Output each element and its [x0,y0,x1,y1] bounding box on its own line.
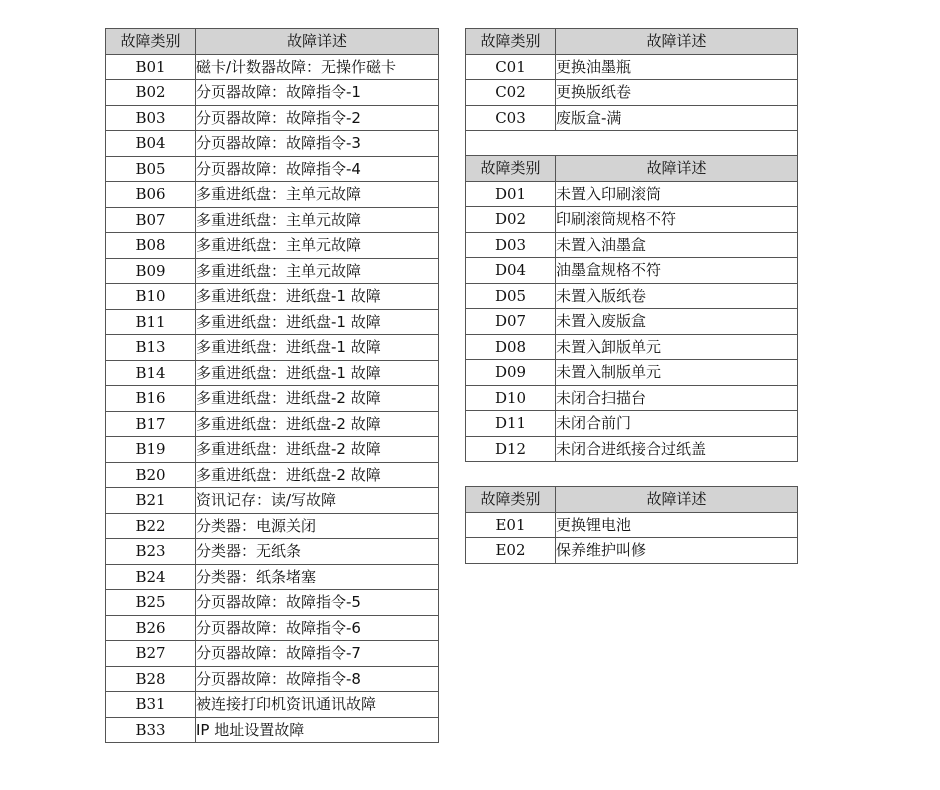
fault-code-cell: D03 [466,232,556,258]
fault-detail-cell: 多重进纸盘：进纸盘-1 故障 [196,309,439,335]
table-row [466,80,798,106]
fault-code-cell: C01 [466,54,556,80]
fault-table-e [465,486,798,564]
fault-code-cell: B28 [106,666,196,692]
fault-detail-cell: 分类器：电源关闭 [196,513,439,539]
table-row [106,590,439,616]
fault-table-d-body [466,181,798,462]
fault-code-cell: C02 [466,80,556,106]
fault-detail-cell: 未置入废版盒 [556,309,798,335]
table-row [466,360,798,386]
column-header-detail: 故障详述 [556,487,798,513]
fault-code-cell: B25 [106,590,196,616]
fault-detail-cell: 保养维护叫修 [556,538,798,564]
fault-detail-cell: 多重进纸盘：进纸盘-2 故障 [196,437,439,463]
fault-code-cell: B24 [106,564,196,590]
table-row [106,233,439,259]
table-row [106,284,439,310]
fault-code-cell: E02 [466,538,556,564]
table-row [106,564,439,590]
table-row [466,309,798,335]
fault-code-cell: E01 [466,512,556,538]
fault-code-cell: B17 [106,411,196,437]
table-row [106,131,439,157]
column-header-code: 故障类别 [466,156,556,182]
fault-detail-cell: 多重进纸盘：进纸盘-1 故障 [196,284,439,310]
table-header-row [106,29,439,55]
fault-detail-cell: 多重进纸盘：进纸盘-2 故障 [196,411,439,437]
fault-code-cell: B13 [106,335,196,361]
fault-detail-cell: 分页器故障：故障指令-3 [196,131,439,157]
table-row [106,641,439,667]
table-row [106,309,439,335]
fault-code-cell: B06 [106,182,196,208]
table-row [106,437,439,463]
fault-detail-cell: 分页器故障：故障指令-6 [196,615,439,641]
table-row [106,488,439,514]
fault-code-cell: D07 [466,309,556,335]
fault-code-cell: D12 [466,436,556,462]
column-header-code: 故障类别 [466,487,556,513]
fault-detail-cell: 更换锂电池 [556,512,798,538]
fault-code-cell: B04 [106,131,196,157]
empty-row [466,131,798,157]
fault-detail-cell: 被连接打印机资讯通讯故障 [196,692,439,718]
fault-table-b-body [106,54,439,743]
fault-code-cell: B08 [106,233,196,259]
table-row [106,539,439,565]
fault-code-cell: B22 [106,513,196,539]
fault-detail-cell: 未置入版纸卷 [556,283,798,309]
fault-code-cell: B20 [106,462,196,488]
fault-detail-cell: 多重进纸盘：主单元故障 [196,207,439,233]
fault-code-cell: B01 [106,54,196,80]
fault-detail-cell: 更换版纸卷 [556,80,798,106]
fault-code-cell: B23 [106,539,196,565]
fault-code-cell: D11 [466,411,556,437]
table-row [106,666,439,692]
fault-code-cell: B33 [106,717,196,743]
table-row [466,181,798,207]
fault-table-c [465,28,798,157]
fault-detail-cell: 资讯记存：读/写故障 [196,488,439,514]
fault-detail-cell: 分页器故障：故障指令-1 [196,80,439,106]
table-row [106,207,439,233]
empty-cell [466,131,798,157]
table-row [466,283,798,309]
table-row [106,615,439,641]
table-row [466,54,798,80]
table-row [466,334,798,360]
fault-code-cell: B26 [106,615,196,641]
fault-detail-cell: 磁卡/计数器故障：无操作磁卡 [196,54,439,80]
fault-detail-cell: 未闭合前门 [556,411,798,437]
table-row [106,80,439,106]
fault-code-cell: B02 [106,80,196,106]
fault-detail-cell: 油墨盒规格不符 [556,258,798,284]
column-header-code: 故障类别 [466,29,556,55]
table-row [106,360,439,386]
table-row [106,258,439,284]
column-header-detail: 故障详述 [196,29,439,55]
table-header-row [466,487,798,513]
fault-detail-cell: 废版盒-满 [556,105,798,131]
table-row [106,335,439,361]
table-row [106,411,439,437]
fault-code-cell: B31 [106,692,196,718]
fault-code-cell: B14 [106,360,196,386]
fault-code-cell: D10 [466,385,556,411]
fault-detail-cell: 分页器故障：故障指令-4 [196,156,439,182]
fault-table-e-body [466,512,798,563]
fault-detail-cell: 印刷滚筒规格不符 [556,207,798,233]
fault-code-cell: B19 [106,437,196,463]
fault-code-cell: D01 [466,181,556,207]
fault-code-cell: B27 [106,641,196,667]
fault-detail-cell: 更换油墨瓶 [556,54,798,80]
table-row [466,232,798,258]
fault-detail-cell: 多重进纸盘：进纸盘-2 故障 [196,386,439,412]
fault-detail-cell: 分页器故障：故障指令-8 [196,666,439,692]
fault-detail-cell: 未置入印刷滚筒 [556,181,798,207]
table-row [106,105,439,131]
fault-detail-cell: 分类器：纸条堵塞 [196,564,439,590]
fault-code-cell: D09 [466,360,556,386]
column-header-detail: 故障详述 [556,156,798,182]
table-row [106,692,439,718]
table-row [106,513,439,539]
table-row [466,512,798,538]
fault-detail-cell: 未闭合进纸接合过纸盖 [556,436,798,462]
fault-detail-cell: 分页器故障：故障指令-5 [196,590,439,616]
fault-detail-cell: 多重进纸盘：进纸盘-1 故障 [196,335,439,361]
fault-detail-cell: 未置入油墨盒 [556,232,798,258]
fault-code-cell: D08 [466,334,556,360]
table-row [106,386,439,412]
table-row [106,156,439,182]
fault-table-c-body [466,54,798,156]
fault-detail-cell: 多重进纸盘：主单元故障 [196,233,439,259]
fault-code-cell: C03 [466,105,556,131]
table-header-row [466,156,798,182]
fault-detail-cell: 多重进纸盘：进纸盘-2 故障 [196,462,439,488]
fault-detail-cell: 未置入制版单元 [556,360,798,386]
table-row [106,182,439,208]
fault-code-cell: B07 [106,207,196,233]
fault-code-cell: D02 [466,207,556,233]
table-header-row [466,29,798,55]
table-row [466,411,798,437]
fault-code-cell: D04 [466,258,556,284]
fault-detail-cell: 分页器故障：故障指令-2 [196,105,439,131]
fault-detail-cell: 多重进纸盘：主单元故障 [196,258,439,284]
fault-code-cell: B09 [106,258,196,284]
fault-code-cell: D05 [466,283,556,309]
fault-detail-cell: 未闭合扫描台 [556,385,798,411]
fault-table-b [105,28,439,743]
fault-detail-cell: 分页器故障：故障指令-7 [196,641,439,667]
fault-table-d [465,155,798,462]
table-row [466,207,798,233]
fault-code-cell: B03 [106,105,196,131]
fault-detail-cell: IP 地址设置故障 [196,717,439,743]
fault-code-cell: B10 [106,284,196,310]
column-header-code: 故障类别 [106,29,196,55]
fault-code-cell: B05 [106,156,196,182]
table-row [466,385,798,411]
table-row [466,538,798,564]
fault-code-cell: B11 [106,309,196,335]
table-row [106,462,439,488]
table-row [466,258,798,284]
table-row [106,54,439,80]
table-row [106,717,439,743]
fault-detail-cell: 多重进纸盘：进纸盘-1 故障 [196,360,439,386]
fault-code-cell: B16 [106,386,196,412]
fault-detail-cell: 未置入卸版单元 [556,334,798,360]
fault-detail-cell: 分类器：无纸条 [196,539,439,565]
table-row [466,436,798,462]
table-row [466,105,798,131]
fault-detail-cell: 多重进纸盘：主单元故障 [196,182,439,208]
column-header-detail: 故障详述 [556,29,798,55]
fault-code-cell: B21 [106,488,196,514]
